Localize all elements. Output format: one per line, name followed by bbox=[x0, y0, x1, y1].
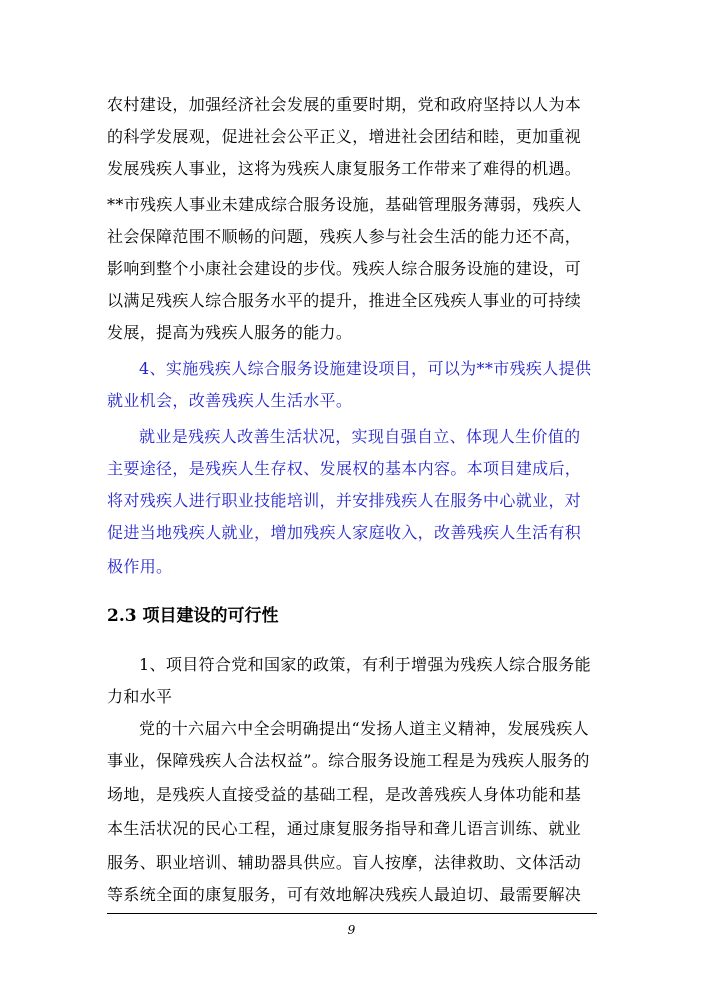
policy-line: 场地，是残疾人直接受益的基础工程，是改善残疾人身体功能和基 bbox=[107, 785, 582, 804]
body-line: 发展，提高为残疾人服务的能力。 bbox=[107, 323, 353, 342]
body-line: **市残疾人事业未建成综合服务设施，基础管理服务薄弱，残疾人 bbox=[107, 195, 582, 214]
employment-line: 极作用。 bbox=[107, 557, 173, 576]
policy-line: 服务、职业培训、辅助器具供应。盲人按摩，法律救助、文体活动 bbox=[107, 853, 582, 872]
policy-line: 等系统全面的康复服务，可有效地解决残疾人最迫切、最需要解决 bbox=[107, 885, 582, 904]
employment-line: 主要途径，是残疾人生存权、发展权的基本内容。本项目建成后， bbox=[107, 459, 582, 478]
feasibility-point-1-line: 力和水平 bbox=[107, 687, 173, 706]
policy-line: 本生活状况的民心工程，通过康复服务指导和聋儿语言训练、就业 bbox=[107, 819, 582, 838]
point-4-line: 4、实施残疾人综合服务设施建设项目，可以为**市残疾人提供 bbox=[139, 359, 592, 378]
employment-line: 就业是残疾人改善生活状况，实现自强自立、体现人生价值的 bbox=[139, 427, 581, 446]
employment-line: 将对残疾人进行职业技能培训，并安排残疾人在服务中心就业，对 bbox=[107, 491, 582, 510]
body-line: 社会保障范围不顺畅的问题，残疾人参与社会生活的能力还不高， bbox=[107, 227, 582, 246]
body-line: 影响到整个小康社会建设的步伐。残疾人综合服务设施的建设，可 bbox=[107, 259, 582, 278]
body-line: 的科学发展观，促进社会公平正义，增进社会团结和睦，更加重视 bbox=[107, 127, 582, 146]
feasibility-point-1-line: 1、项目符合党和国家的政策，有利于增强为残疾人综合服务能 bbox=[139, 655, 591, 674]
policy-line: 事业，保障残疾人合法权益”。综合服务设施工程是为残疾人服务的 bbox=[107, 751, 590, 770]
footer-divider bbox=[107, 913, 597, 914]
page-number: 9 bbox=[347, 923, 356, 937]
employment-line: 促进当地残疾人就业，增加残疾人家庭收入，改善残疾人生活有积 bbox=[107, 523, 582, 542]
section-heading: 2.3 项目建设的可行性 bbox=[107, 606, 279, 626]
body-line: 以满足残疾人综合服务水平的提升，推进全区残疾人事业的可持续 bbox=[107, 291, 582, 310]
point-4-line: 就业机会，改善残疾人生活水平。 bbox=[107, 391, 353, 410]
body-line: 发展残疾人事业，这将为残疾人康复服务工作带来了难得的机遇。 bbox=[107, 159, 582, 178]
policy-line: 党的十六届六中全会明确提出“发扬人道主义精神，发展残疾人 bbox=[139, 719, 589, 738]
body-line: 农村建设，加强经济社会发展的重要时期，党和政府坚持以人为本 bbox=[107, 95, 582, 114]
